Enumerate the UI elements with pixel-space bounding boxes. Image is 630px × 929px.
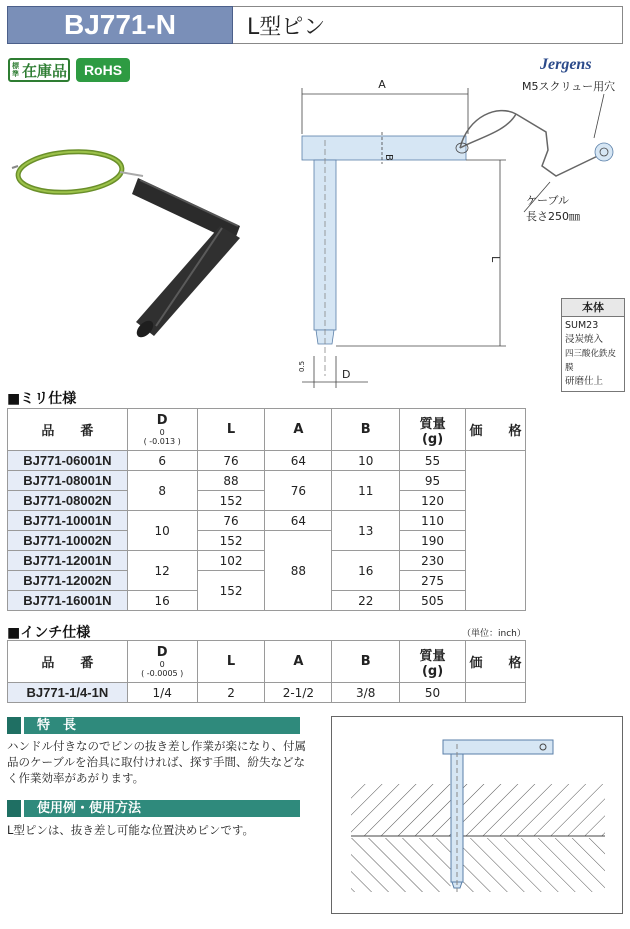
table-row: BJ771-16001N 16 22 505 [8,591,526,611]
inch-spec-title: ■インチ仕様 [7,625,91,641]
material-line: 浸炭焼入 [565,334,604,345]
table-row: BJ771-06001N 6 76 64 10 55 [8,451,526,471]
col-code: 品 番 [8,641,128,683]
col-a: A [265,641,332,683]
brand-logo: Jergens [540,56,592,73]
col-d: D 0 ( -0.0005 ) [127,641,197,683]
table-row: BJ771-08001N 8 88 76 11 95 [8,471,526,491]
col-a: A [265,409,332,451]
badge-std-small: 標準 [12,62,19,78]
usage-text: L型ピンは、抜き差し可能な位置決めピンです。 [7,823,254,837]
table-row: BJ771-12002N 152 275 [8,571,526,591]
screw-hole-label: M5スクリュー用穴 [522,80,616,93]
material-title: 本体 [562,299,624,317]
col-b: B [332,409,400,451]
standard-stock-badge [8,58,70,82]
usage-illustration [331,716,623,914]
col-l: L [197,409,265,451]
dim-d-label: D [342,368,351,381]
cable-length-label: 長さ250㎜ [526,210,580,223]
dim-l-label: L [489,256,502,263]
col-code: 品 番 [8,409,128,451]
inch-spec-table [7,640,526,703]
table-row: BJ771-12001N 12 102 16 230 [8,551,526,571]
material-box [561,298,625,392]
mm-spec-title: ■ミリ仕様 [7,391,77,407]
inch-unit-note: （単位：inch） [462,629,526,639]
col-price: 価 格 [466,409,526,451]
rohs-badge: RoHS [76,58,130,82]
material-line: SUM23 [565,320,599,331]
product-code-title: BJ771-N [7,6,233,44]
usage-heading: 使用例・使用方法 [7,800,300,817]
features-text: ハンドル付きなのでピンの抜き差し作業が楽になり、付属品のケーブルを治具に取付ければ、探す手間、紛失などなく作業効率があがります。 [7,739,306,785]
table-row: BJ771-1/4-1N 1/4 2 2-1/2 3/8 50 [8,683,526,703]
title-bar [7,6,623,44]
table-row: BJ771-10001N 10 76 64 13 110 [8,511,526,531]
col-d: D 0 ( -0.013 ) [127,409,197,451]
product-name-title: L型ピン [233,6,623,44]
col-l: L [197,641,265,683]
cable-label: ケーブル [526,194,570,207]
dim-b-label: B [383,154,394,161]
col-b: B [332,641,400,683]
features-heading: 特 長 [7,717,300,734]
col-mass: 質量 (g) [400,409,466,451]
col-mass: 質量 (g) [400,641,466,683]
dim-tol-label: 0.5 [298,360,306,372]
material-line: 四三酸化鉄皮膜 [565,349,617,373]
table-row: BJ771-08002N 152 120 [8,491,526,511]
mm-spec-table [7,408,526,611]
product-photo [8,130,248,350]
badge-std-big: 在庫品 [22,61,68,80]
material-line: 研磨仕上 [565,376,604,387]
col-price: 価 格 [465,641,525,683]
table-row: BJ771-10002N 152 88 190 [8,531,526,551]
dim-a-label: A [378,78,386,91]
